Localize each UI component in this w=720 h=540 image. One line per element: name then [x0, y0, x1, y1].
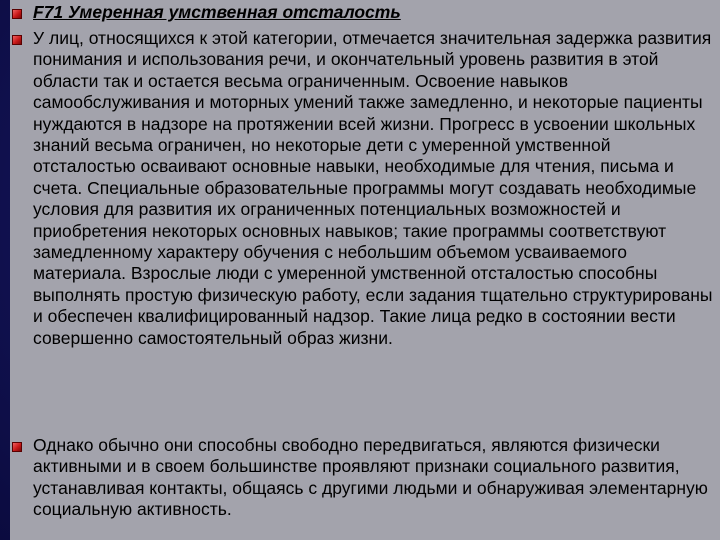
square-bullet-icon	[12, 9, 22, 19]
slide-title: F71 Умеренная умственная отсталость	[33, 2, 401, 22]
square-bullet-icon	[12, 442, 22, 452]
paragraph-main: У лиц, относящихся к этой категории, отмечается значительная задержка развития понимания и использования речи, и окончательный уровень развития в этой области так и остается весьма ограниченным. Освоение навыков самообслуживания и моторных умений также замедленно, и некоторые пациенты нуждаются в надзоре на протяжении всей жизни. Прогресс в усвоении школьных знаний весьма ограничен, но некоторые дети с умеренной умственной отсталостью осваивают основные навыки, необходимые для чтения, письма и счета. Специальные образовательные программы могут создавать необходимые условия для развития их ограниченных потенциальных возможностей и приобретения некоторых основных навыков; такие программы соответствуют замедленному характеру обучения с небольшим объемом усваиваемого материала. Взрослые люди с умеренной умственной отсталостью способны выполнять простую физическую работу, если задания тщательно структурированы и обеспечен квалифицированный надзор. Такие лица редко в состоянии вести совершенно самостоятельный образ жизни.	[33, 28, 713, 348]
paragraph-secondary: Однако обычно они способны свободно передвигаться, являются физически активными и в своем большинстве проявляют признаки социального развития, устанавливая контакты, общаясь с другими людьми и обнаруживая элементарную социальную активность.	[33, 435, 708, 520]
square-bullet-icon	[12, 35, 22, 45]
